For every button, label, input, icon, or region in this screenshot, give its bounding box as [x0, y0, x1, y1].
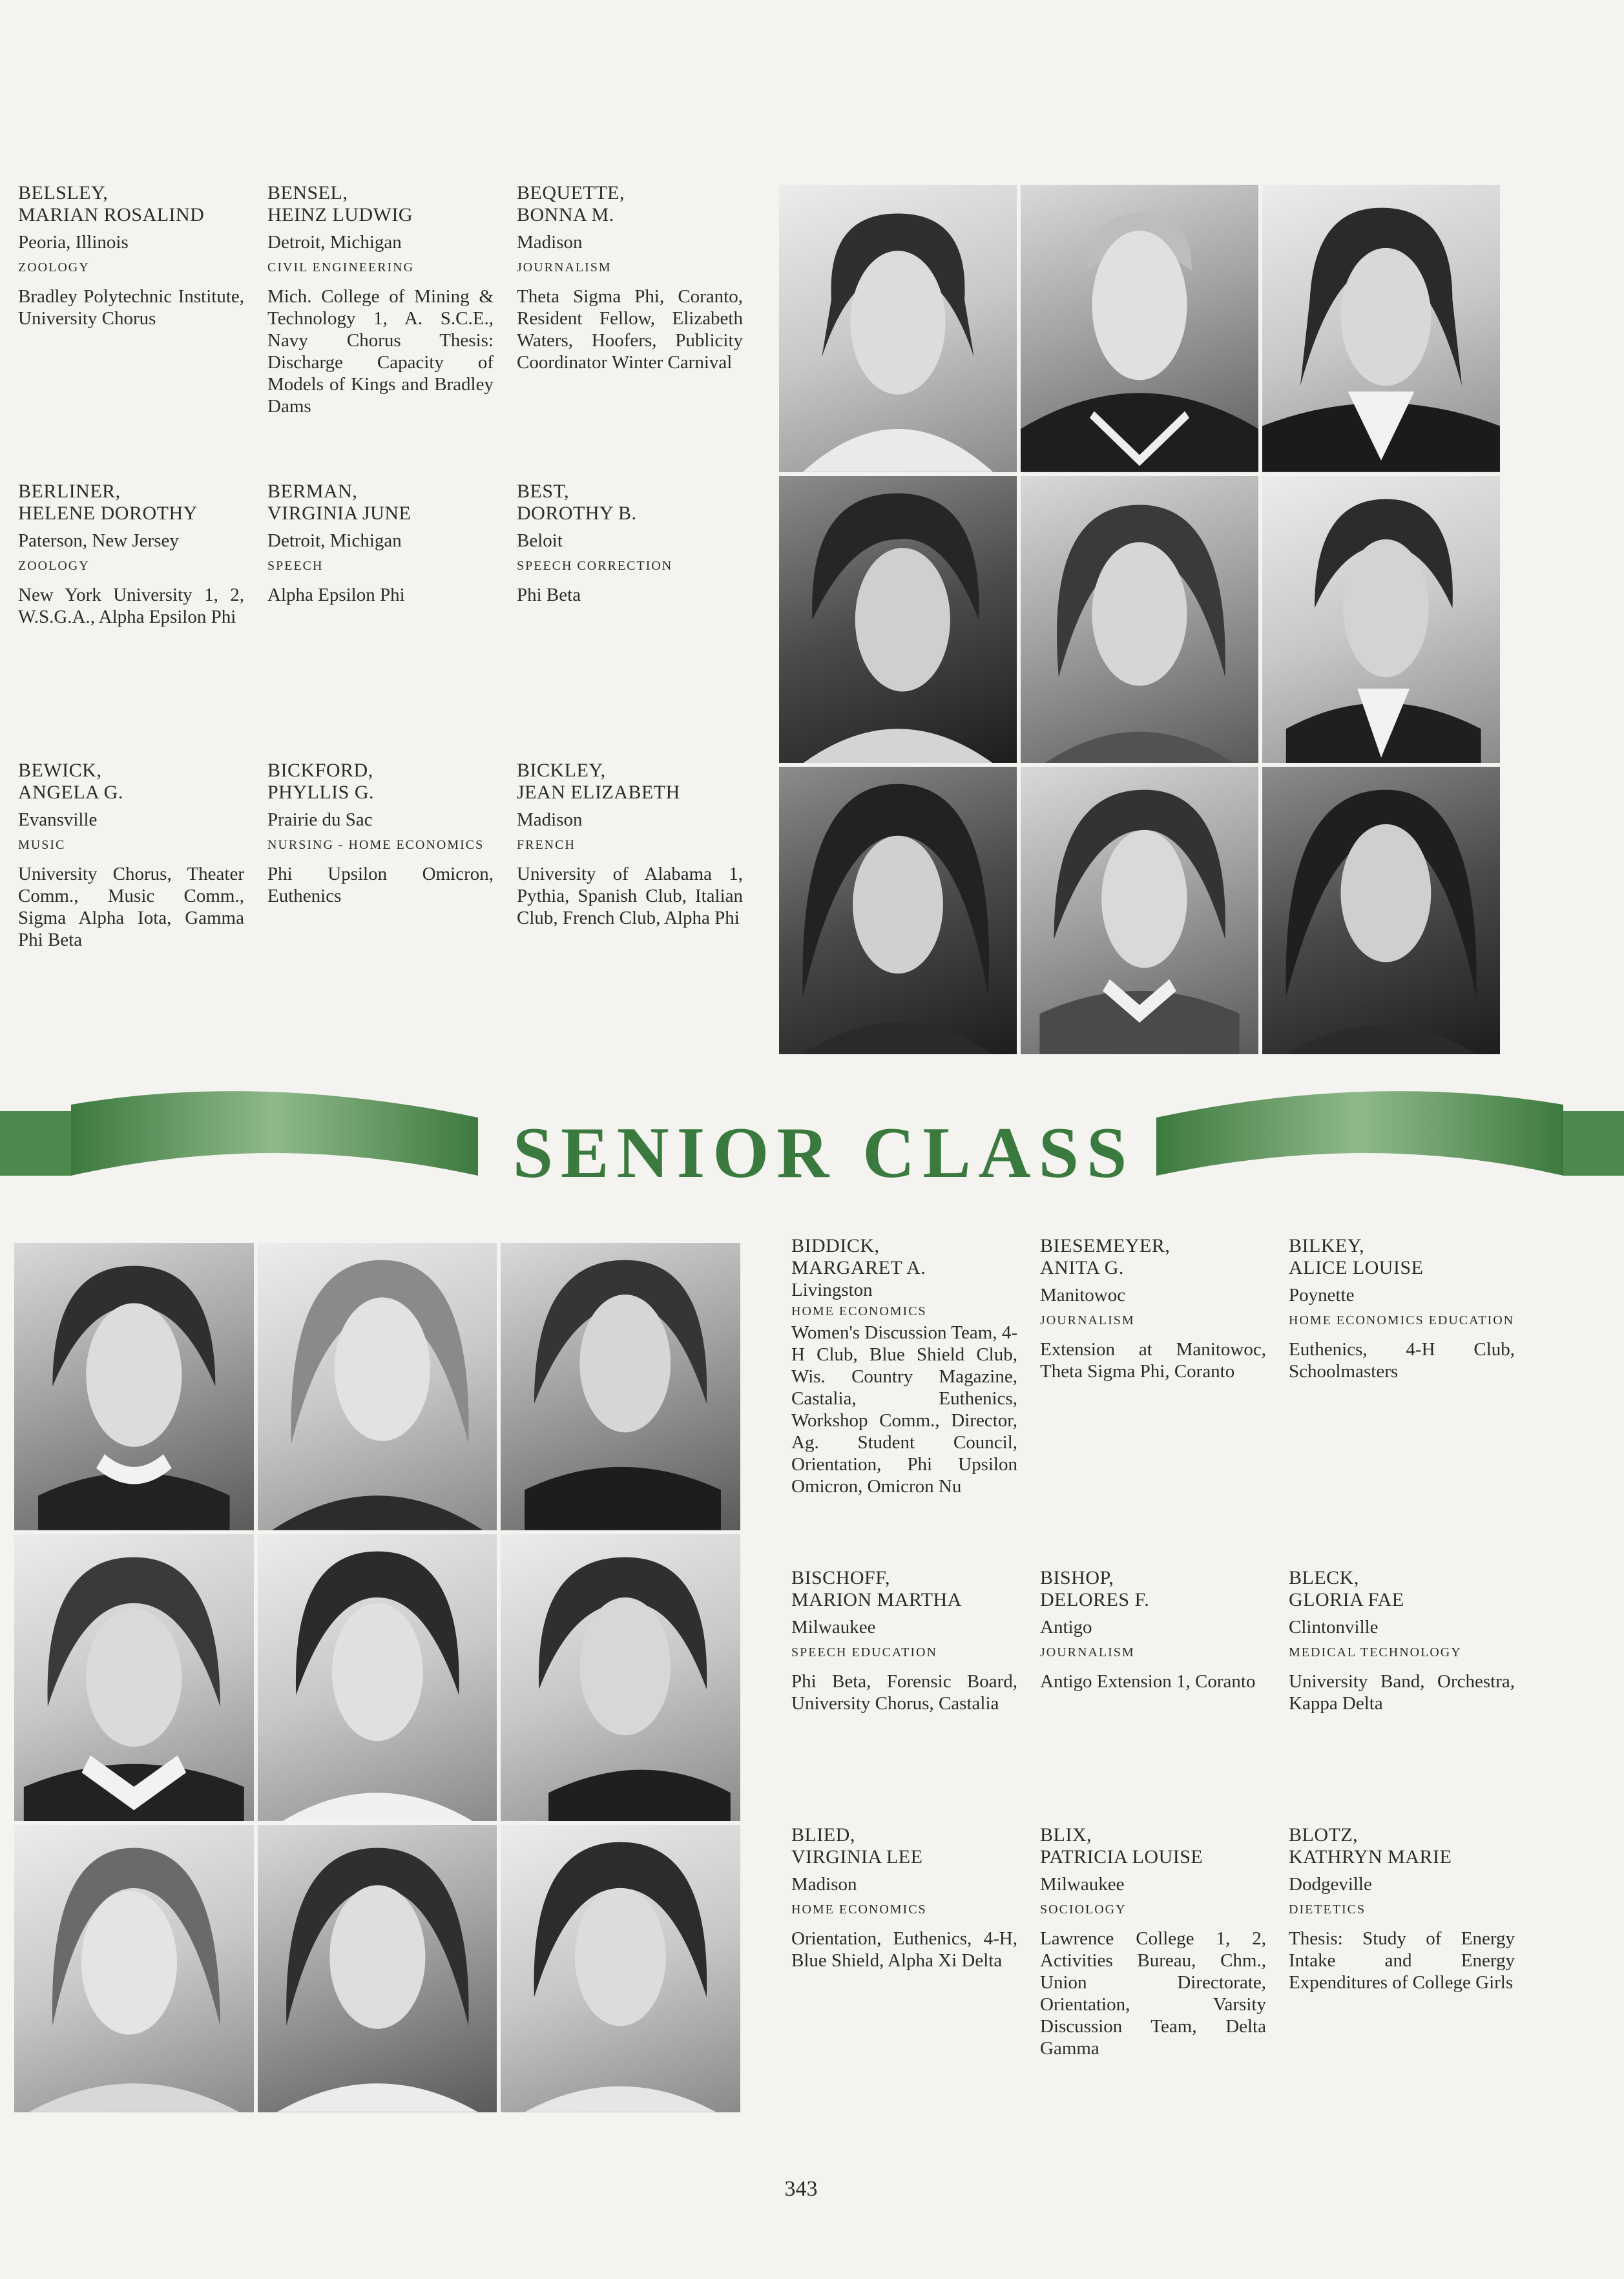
entry-given-names: VIRGINIA LEE [791, 1846, 923, 1868]
entry-major: SPEECH [267, 559, 324, 573]
entry-berman [267, 481, 494, 606]
entry-major: SPEECH CORRECTION [517, 559, 673, 573]
entry-surname: BISCHOFF, [791, 1567, 890, 1588]
entry-activities: Phi Beta, Forensic Board, University Chorus, Castalia [791, 1671, 1017, 1714]
entry-given-names: ALICE LOUISE [1289, 1257, 1424, 1278]
portrait-photo [501, 1243, 740, 1530]
entry-bilkey [1289, 1235, 1515, 1382]
entry-surname: BLIX, [1040, 1824, 1092, 1846]
portrait-photo [1262, 185, 1500, 472]
entry-hometown: Madison [791, 1874, 857, 1895]
entry-surname: BEST, [517, 481, 570, 502]
entry-given-names: JEAN ELIZABETH [517, 782, 680, 803]
portrait-photo [1021, 767, 1258, 1054]
portrait-photo [258, 1825, 497, 2112]
entry-major: JOURNALISM [517, 260, 612, 275]
entry-given-names: ANGELA G. [18, 782, 123, 803]
entry-surname: BICKFORD, [267, 760, 373, 781]
entry-bickford [267, 760, 494, 907]
entry-surname: BLIED, [791, 1824, 855, 1846]
entry-blix [1040, 1824, 1266, 2059]
entry-activities: Euthenics, 4-H Club, Schoolmasters [1289, 1339, 1515, 1382]
entry-given-names: MARION MARTHA [791, 1589, 962, 1610]
entry-biesemeyer [1040, 1235, 1266, 1382]
entry-activities: Antigo Extension 1, Coranto [1040, 1671, 1256, 1692]
portrait-grid-bottom [14, 1243, 740, 2112]
portrait-photo [779, 476, 1017, 764]
entry-hometown: Evansville [18, 809, 98, 830]
entry-activities: Women's Discussion Team, 4-H Club, Blue Shield Club, Wis. Country Magazine, Castalia, Euthenics, Workshop Comm., Director, Ag. Student Council, Orientation, Phi Upsilon Omicron, Omicron Nu [791, 1322, 1017, 1497]
entry-bewick [18, 760, 244, 951]
entry-hometown: Poynette [1289, 1285, 1355, 1306]
entry-activities: New York University 1, 2, W.S.G.A., Alpha Epsilon Phi [18, 585, 244, 627]
entry-activities: Orientation, Euthenics, 4-H, Blue Shield, Alpha Xi Delta [791, 1928, 1017, 1971]
entry-hometown: Peoria, Illinois [18, 232, 129, 253]
entry-bensel [267, 182, 494, 417]
entry-berliner [18, 481, 244, 628]
portrait-photo [501, 1534, 740, 1822]
entry-major: JOURNALISM [1040, 1313, 1135, 1327]
entry-surname: BISHOP, [1040, 1567, 1114, 1588]
entry-hometown: Madison [517, 232, 583, 253]
entry-hometown: Milwaukee [1040, 1874, 1125, 1895]
portrait-photo [1021, 185, 1258, 472]
entry-activities: Theta Sigma Phi, Coranto, Resident Fellow, Elizabeth Waters, Hoofers, Publicity Coordinator Winter Carnival [517, 286, 743, 373]
entry-major: SOCIOLOGY [1040, 1902, 1127, 1917]
entry-surname: BLOTZ, [1289, 1824, 1359, 1846]
entry-surname: BIESEMEYER, [1040, 1235, 1171, 1256]
entry-given-names: DOROTHY B. [517, 503, 637, 524]
entry-hometown: Manitowoc [1040, 1285, 1126, 1306]
entry-hometown: Livingston [791, 1280, 873, 1300]
entry-surname: BENSEL, [267, 182, 348, 203]
entry-hometown: Milwaukee [791, 1617, 876, 1638]
entry-hometown: Dodgeville [1289, 1874, 1372, 1895]
entry-given-names: DELORES F. [1040, 1589, 1150, 1610]
entry-surname: BICKLEY, [517, 760, 606, 781]
entry-given-names: MARIAN ROSALIND [18, 204, 205, 225]
portrait-photo [1021, 476, 1258, 764]
entry-given-names: BONNA M. [517, 204, 614, 225]
entry-activities: Lawrence College 1, 2, Activities Bureau, Chm., Union Directorate, Orientation, Varsity Discussion Team, Delta Gamma [1040, 1928, 1266, 2059]
entry-given-names: ANITA G. [1040, 1257, 1124, 1278]
entry-bleck [1289, 1567, 1515, 1714]
entry-major: HOME ECONOMICS [791, 1304, 927, 1318]
entry-surname: BIDDICK, [791, 1235, 880, 1256]
entry-biddick [791, 1235, 1017, 1497]
entry-activities: Alpha Epsilon Phi [267, 585, 405, 605]
entry-activities: University of Alabama 1, Pythia, Spanish Club, Italian Club, French Club, Alpha Phi [517, 864, 743, 928]
portrait-photo [14, 1534, 254, 1822]
portrait-photo [501, 1825, 740, 2112]
entry-major: FRENCH [517, 838, 576, 852]
portrait-photo [258, 1534, 497, 1822]
portrait-photo [779, 185, 1017, 472]
entry-major: HOME ECONOMICS EDUCATION [1289, 1313, 1515, 1327]
entry-major: MUSIC [18, 838, 66, 852]
entry-blied [791, 1824, 1017, 1972]
entry-activities: Mich. College of Mining & Technology 1, A. S.C.E., Navy Chorus Thesis: Discharge Capacity of Models of Kings and Bradley Dams [267, 286, 494, 417]
entry-given-names: VIRGINIA JUNE [267, 503, 411, 524]
entry-activities: Extension at Manitowoc, Theta Sigma Phi, Coranto [1040, 1339, 1266, 1382]
entry-bishop [1040, 1567, 1266, 1692]
entry-surname: BLECK, [1289, 1567, 1359, 1588]
entry-hometown: Detroit, Michigan [267, 530, 402, 551]
entry-hometown: Antigo [1040, 1617, 1092, 1638]
entry-bequette [517, 182, 743, 373]
page-number: 343 [784, 2177, 818, 2201]
entry-hometown: Prairie du Sac [267, 809, 373, 830]
banner-title: SENIOR CLASS [512, 1113, 1135, 1193]
entry-activities: Phi Beta [517, 585, 581, 605]
entry-given-names: PHYLLIS G. [267, 782, 375, 803]
entry-blotz [1289, 1824, 1515, 1993]
entry-given-names: KATHRYN MARIE [1289, 1846, 1452, 1868]
entry-hometown: Beloit [517, 530, 563, 551]
entry-major: MEDICAL TECHNOLOGY [1289, 1645, 1462, 1660]
entry-surname: BELSLEY, [18, 182, 109, 203]
entry-major: NURSING - HOME ECONOMICS [267, 838, 484, 852]
entry-bischoff [791, 1567, 1017, 1714]
entry-major: CIVIL ENGINEERING [267, 260, 415, 275]
entry-best [517, 481, 743, 606]
entry-surname: BERLINER, [18, 481, 121, 502]
portrait-photo [258, 1243, 497, 1530]
entry-bickley [517, 760, 743, 929]
entry-hometown: Madison [517, 809, 583, 830]
entry-hometown: Clintonville [1289, 1617, 1379, 1638]
portrait-photo [14, 1243, 254, 1530]
entry-hometown: Detroit, Michigan [267, 232, 402, 253]
entry-surname: BEQUETTE, [517, 182, 625, 203]
portrait-photo [779, 767, 1017, 1054]
entry-activities: University Chorus, Theater Comm., Music Comm., Sigma Alpha Iota, Gamma Phi Beta [18, 864, 244, 950]
entry-given-names: HEINZ LUDWIG [267, 204, 413, 225]
entry-activities: Phi Upsilon Omicron, Euthenics [267, 864, 494, 906]
portrait-photo [1262, 476, 1500, 764]
entry-surname: BILKEY, [1289, 1235, 1365, 1256]
entry-given-names: HELENE DOROTHY [18, 503, 198, 524]
entry-given-names: MARGARET A. [791, 1257, 926, 1278]
entry-given-names: GLORIA FAE [1289, 1589, 1404, 1610]
entry-major: HOME ECONOMICS [791, 1902, 927, 1917]
entry-belsley [18, 182, 244, 329]
entry-surname: BERMAN, [267, 481, 358, 502]
portrait-photo [14, 1825, 254, 2112]
entry-hometown: Paterson, New Jersey [18, 530, 179, 551]
entry-surname: BEWICK, [18, 760, 102, 781]
entry-major: DIETETICS [1289, 1902, 1366, 1917]
entry-activities: University Band, Orchestra, Kappa Delta [1289, 1671, 1515, 1714]
portrait-photo [1262, 767, 1500, 1054]
entry-given-names: PATRICIA LOUISE [1040, 1846, 1203, 1868]
entry-major: SPEECH EDUCATION [791, 1645, 937, 1660]
entry-major: ZOOLOGY [18, 559, 90, 573]
portrait-grid-top [779, 185, 1500, 1054]
entry-major: JOURNALISM [1040, 1645, 1135, 1660]
entry-major: ZOOLOGY [18, 260, 90, 275]
entry-activities: Bradley Polytechnic Institute, University Chorus [18, 286, 244, 329]
entry-activities: Thesis: Study of Energy Intake and Energy Expenditures of College Girls [1289, 1928, 1515, 1993]
